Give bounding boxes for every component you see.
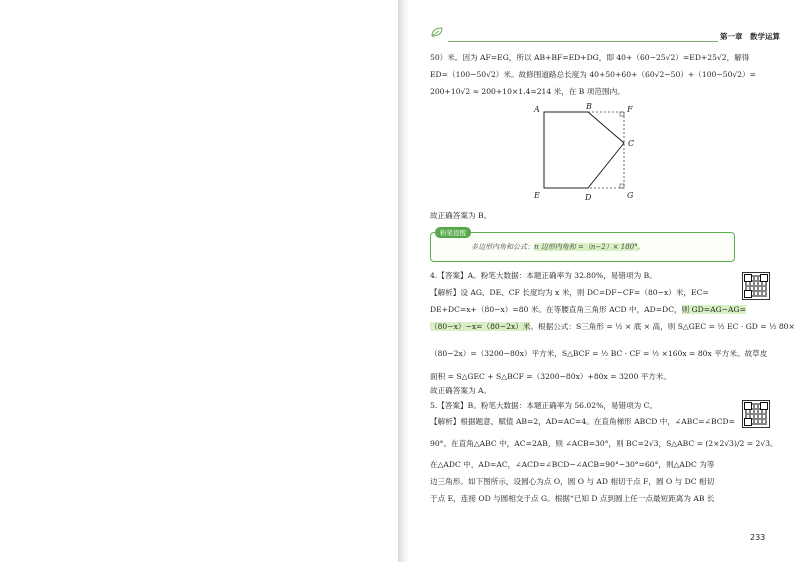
tip-tag: 粉笔提醒: [435, 227, 471, 238]
label-E: E: [534, 191, 540, 200]
label-B: B: [586, 102, 592, 111]
text-line: 50）米。因为 AF=EG，所以 AB+BF=ED+DG，即 40+（60−25√2）=ED+25√2，解得: [430, 53, 750, 62]
book-fold: [398, 0, 408, 562]
q4-line-text: 。根据公式：S三角形 = ½ × 底 × 高，则 S△GEC = ½ EC · GD = ½ 80×: [530, 322, 795, 331]
page-header: [430, 24, 780, 46]
q4-highlight: 则 GD=AG−AG=: [681, 305, 746, 314]
q4-line: [430, 321, 795, 333]
tip-text: [471, 242, 645, 252]
q4-line: 故正确答案为 A。: [430, 386, 492, 395]
q5-line: 90°。在直角△ABC 中，AC=2AB，则 ∠ACB=30°，则 BC=2√3，S△ABC = (2×2√3)/2 = 2√3。: [430, 439, 778, 448]
text-line: ED=（100−50√2）米。故修围道路总长度为 40+50+60+（60√2−50）+（100−50√2）=: [430, 70, 757, 79]
q4-answer: 4.【答案】A。粉笔大数据：本题正确率为 32.80%，易错项为 B。: [430, 271, 657, 280]
qr-code-icon[interactable]: [742, 400, 770, 428]
q5-answer: 5.【答案】B。粉笔大数据：本题正确率为 56.02%，易错项为 C。: [430, 401, 658, 410]
tip-text-post: 。: [637, 243, 645, 251]
q5-analysis: 【解析】根据题意，赋值 AB=2，AD=AC=4。在直角梯形 ABCD 中，∠ABC=∠BCD=: [430, 417, 735, 426]
label-A: A: [534, 105, 540, 114]
geometry-figure: [526, 102, 656, 210]
qr-code-icon[interactable]: [742, 272, 770, 300]
q5-line: 边三角形。如下图所示，设圆心为点 O，圆 O 与 AD 相切于点 F，圆 O 与 DC 相切: [430, 477, 715, 486]
text-line: 200+10√2 ≈ 200+10×1.4=214 米，在 B 项范围内。: [430, 87, 625, 96]
q4-line: 面积 = S△GEC + S△BCF =（3200−80x）+80x = 3200 平方米。: [430, 372, 672, 381]
q5-line: 在△ADC 中，AD=AC，∠ACD=∠BCD−∠ACB=90°−30°=60°，则△ADC 为等: [430, 460, 715, 469]
page-number: 233: [750, 533, 766, 542]
label-D: D: [585, 193, 592, 202]
q4-highlight: （80−x）−x=（80−2x）米: [430, 322, 531, 331]
leaf-icon: [430, 26, 444, 38]
header-rule: [448, 41, 718, 42]
answer-line: 故正确答案为 B。: [430, 211, 492, 220]
chapter-title: 第一章 数学运算: [720, 32, 780, 41]
label-F: F: [627, 105, 633, 114]
label-G: G: [627, 191, 634, 200]
q4-line-text: DE+DC=x+（80−x）=80 米。在等腰直角三角形 ACD 中，AD=DC，: [430, 305, 682, 314]
tip-text-pre: 多边形内角和公式：: [471, 243, 534, 251]
tip-box: [430, 229, 735, 262]
right-page: [408, 0, 800, 562]
q4-line: （80−2x）=（3200−80x）平方米，S△BCF = ½ BC · CF = ½ ×160x = 80x 平方米。故草皮: [430, 349, 768, 358]
label-C: C: [628, 139, 635, 148]
q4-line: [430, 304, 746, 316]
q5-line: 于点 E，连接 OD 与圆相交于点 G。根据“已知 D 点到圆上任一点最短距离为 AB 长: [430, 494, 715, 503]
q4-analysis: 【解析】设 AG、DE、CF 长度均为 x 米，则 DC=DF−CF=（80−x）米，EC=: [430, 288, 709, 297]
tip-highlight: n 边形内角和 =（n−2）× 180°: [534, 243, 638, 251]
